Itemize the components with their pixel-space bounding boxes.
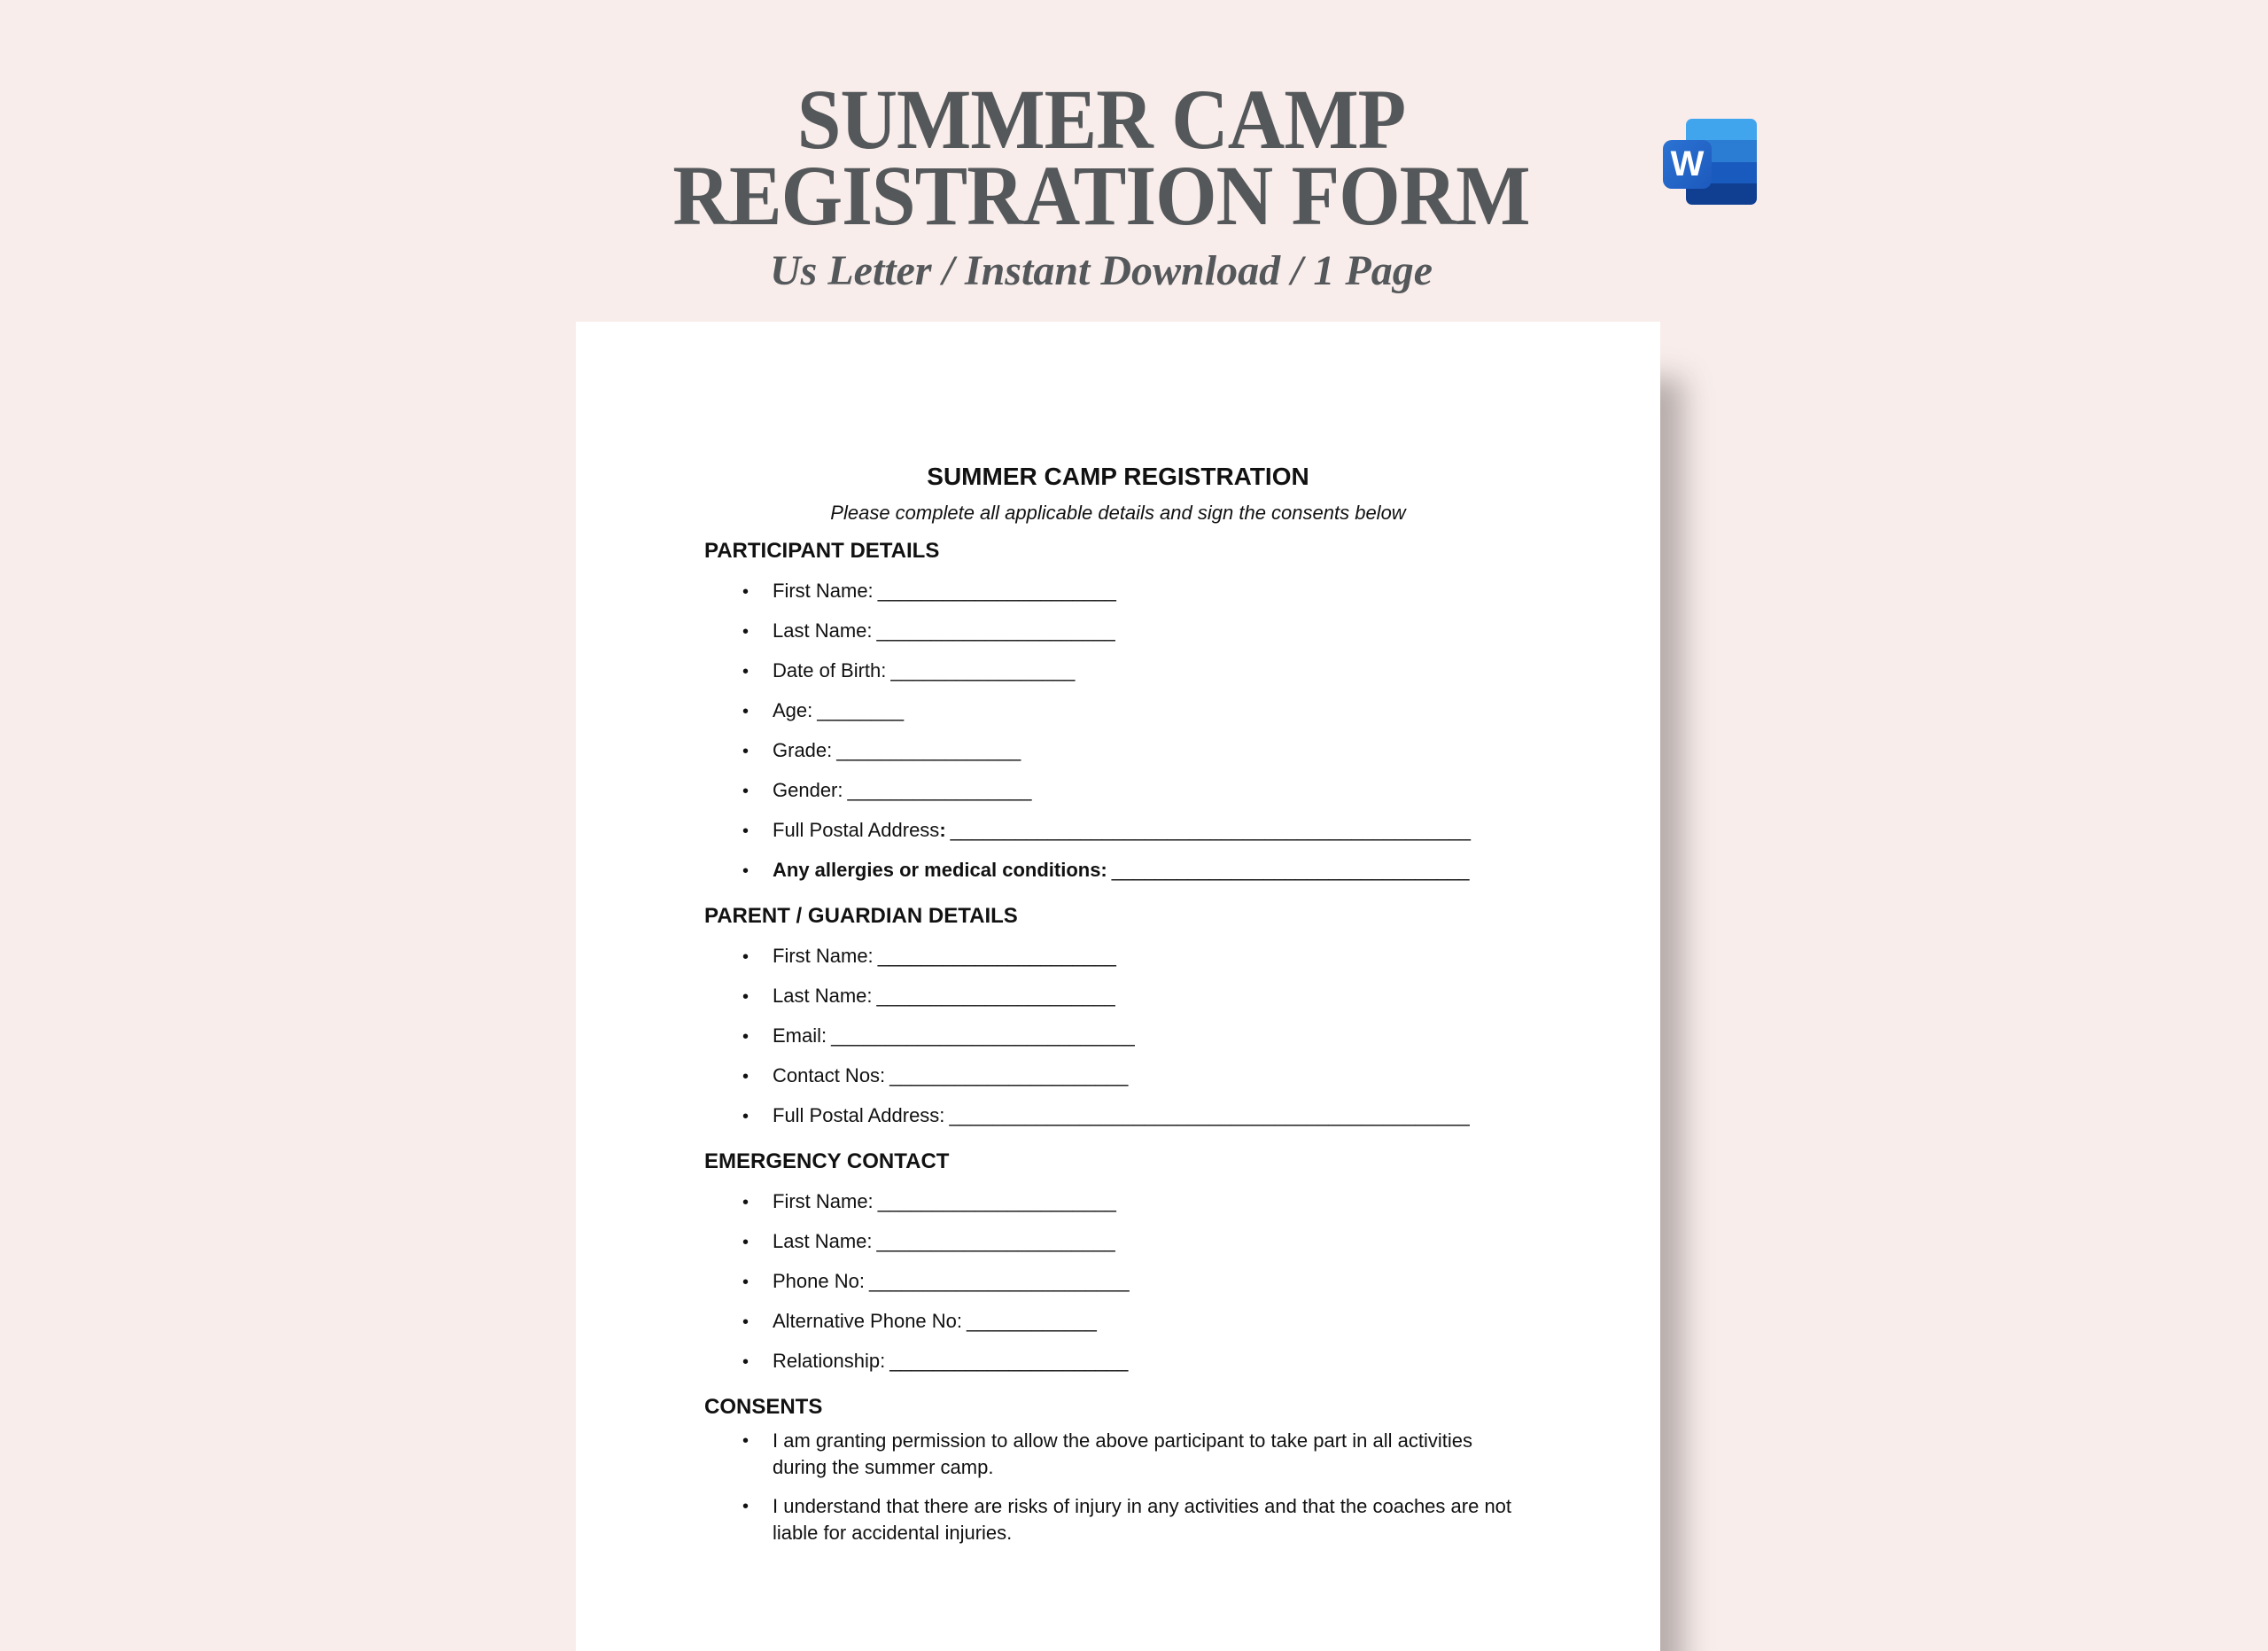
form-field-row <box>576 811 1660 851</box>
form-field-row <box>576 611 1660 651</box>
section-heading: PARTICIPANT DETAILS <box>704 539 940 563</box>
bullet-icon: • <box>742 861 750 881</box>
bullet-icon: • <box>742 1233 750 1252</box>
field-blank-line: ________ <box>817 699 905 721</box>
header <box>0 72 2202 294</box>
word-band-1 <box>1686 119 1757 140</box>
form-section <box>576 1149 1660 1382</box>
field-blank-line: _________________ <box>847 779 1032 801</box>
bullet-icon: • <box>742 742 750 761</box>
bullet-icon: • <box>742 1107 750 1126</box>
page-title-line1: SUMMER CAMP <box>796 72 1406 167</box>
consent-text: I am granting permission to allow the above participant to take part in all activities during the summer camp. <box>773 1429 1472 1478</box>
field-label: Last Name: <box>773 619 873 642</box>
field-label: Date of Birth: <box>773 659 887 681</box>
form-field-row <box>576 651 1660 691</box>
form-field-row <box>576 691 1660 731</box>
field-label: Gender: <box>773 779 843 801</box>
bullet-icon: • <box>742 1431 750 1451</box>
field-blank-line: ______________________ <box>876 619 1115 642</box>
bullet-icon: • <box>742 1352 750 1372</box>
form-field-row <box>576 1016 1660 1056</box>
field-label: Age: <box>773 699 813 721</box>
field-label: Full Postal Address <box>773 819 940 841</box>
field-blank-line: ______________________ <box>876 985 1115 1007</box>
field-label: Last Name: <box>773 985 873 1007</box>
document-title: SUMMER CAMP REGISTRATION <box>927 463 1309 490</box>
field-blank-line: ______________________ <box>877 580 1116 602</box>
word-w-tile: W <box>1663 140 1712 189</box>
section-heading: PARENT / GUARDIAN DETAILS <box>704 904 1018 928</box>
form-field-row <box>576 1182 1660 1222</box>
form-section <box>576 1394 1660 1546</box>
field-blank-line: _________________ <box>890 659 1076 681</box>
form-field-row <box>576 851 1660 891</box>
form-section <box>576 538 1660 891</box>
bullet-icon: • <box>742 1193 750 1212</box>
field-blank-line: ______________________ <box>877 945 1116 967</box>
field-blank-line: ______________________ <box>889 1064 1129 1086</box>
field-label: Contact Nos: <box>773 1064 886 1086</box>
document-subtitle: Please complete all applicable details and sign the consents below <box>830 502 1406 524</box>
bullet-icon: • <box>742 1027 750 1047</box>
section-heading: EMERGENCY CONTACT <box>704 1149 950 1173</box>
form-section <box>576 903 1660 1136</box>
form-field-row <box>576 731 1660 771</box>
form-field-row <box>576 937 1660 977</box>
bullet-icon: • <box>742 822 750 841</box>
document-page <box>576 322 1660 1651</box>
consent-item <box>576 1428 1660 1481</box>
ms-word-icon <box>1663 118 1757 206</box>
form-field-row <box>576 1302 1660 1342</box>
bullet-icon: • <box>742 1312 750 1332</box>
field-label: First Name: <box>773 1190 874 1212</box>
field-blank-line: ____________ <box>967 1310 1097 1332</box>
field-label-bold: : <box>939 819 946 841</box>
bullet-icon: • <box>742 947 750 967</box>
bullet-icon: • <box>742 1497 750 1516</box>
form-field-row <box>576 1222 1660 1262</box>
field-blank-line: ______________________ <box>876 1230 1115 1252</box>
bullet-icon: • <box>742 1273 750 1292</box>
field-label: Relationship: <box>773 1350 886 1372</box>
field-blank-line: ________________________ <box>868 1270 1130 1292</box>
field-blank-line: _________________________________ <box>1111 859 1470 881</box>
field-label: Last Name: <box>773 1230 873 1252</box>
field-label: Phone No: <box>773 1270 865 1292</box>
field-label: First Name: <box>773 945 874 967</box>
field-label: First Name: <box>773 580 874 602</box>
field-label: Email: <box>773 1024 827 1047</box>
form-field-row <box>576 572 1660 611</box>
field-blank-line: ____________________________ <box>831 1024 1135 1047</box>
bullet-icon: • <box>742 987 750 1007</box>
page-title-line2: REGISTRATION FORM <box>672 148 1530 243</box>
consent-text: I understand that there are risks of injury in any activities and that the coaches are not liable for accidental injuries. <box>773 1495 1512 1544</box>
bullet-icon: • <box>742 582 750 602</box>
form-field-row <box>576 771 1660 811</box>
form-field-row <box>576 1262 1660 1302</box>
bullet-icon: • <box>742 702 750 721</box>
bullet-icon: • <box>742 622 750 642</box>
section-heading: CONSENTS <box>704 1395 823 1419</box>
bullet-icon: • <box>742 662 750 681</box>
field-blank-line: _________________ <box>836 739 1021 761</box>
form-field-row <box>576 977 1660 1016</box>
field-blank-line: ________________________________________________ <box>950 819 1471 841</box>
field-blank-line: ______________________ <box>889 1350 1129 1372</box>
field-label: Grade: <box>773 739 833 761</box>
form-field-row <box>576 1056 1660 1096</box>
field-blank-line: ______________________ <box>877 1190 1116 1212</box>
form-field-row <box>576 1342 1660 1382</box>
bullet-icon: • <box>742 782 750 801</box>
document-sections <box>576 538 1660 1546</box>
field-label: Full Postal Address: <box>773 1104 945 1126</box>
page-title <box>77 72 2125 243</box>
form-field-row <box>576 1096 1660 1136</box>
field-blank-line: ________________________________________________ <box>949 1104 1470 1126</box>
field-label-bold: Any allergies or medical conditions: <box>773 859 1107 881</box>
field-label: Alternative Phone No: <box>773 1310 963 1332</box>
consent-item <box>576 1493 1660 1546</box>
bullet-icon: • <box>742 1067 750 1086</box>
page-subtitle: Us Letter / Instant Download / 1 Page <box>769 247 1433 294</box>
